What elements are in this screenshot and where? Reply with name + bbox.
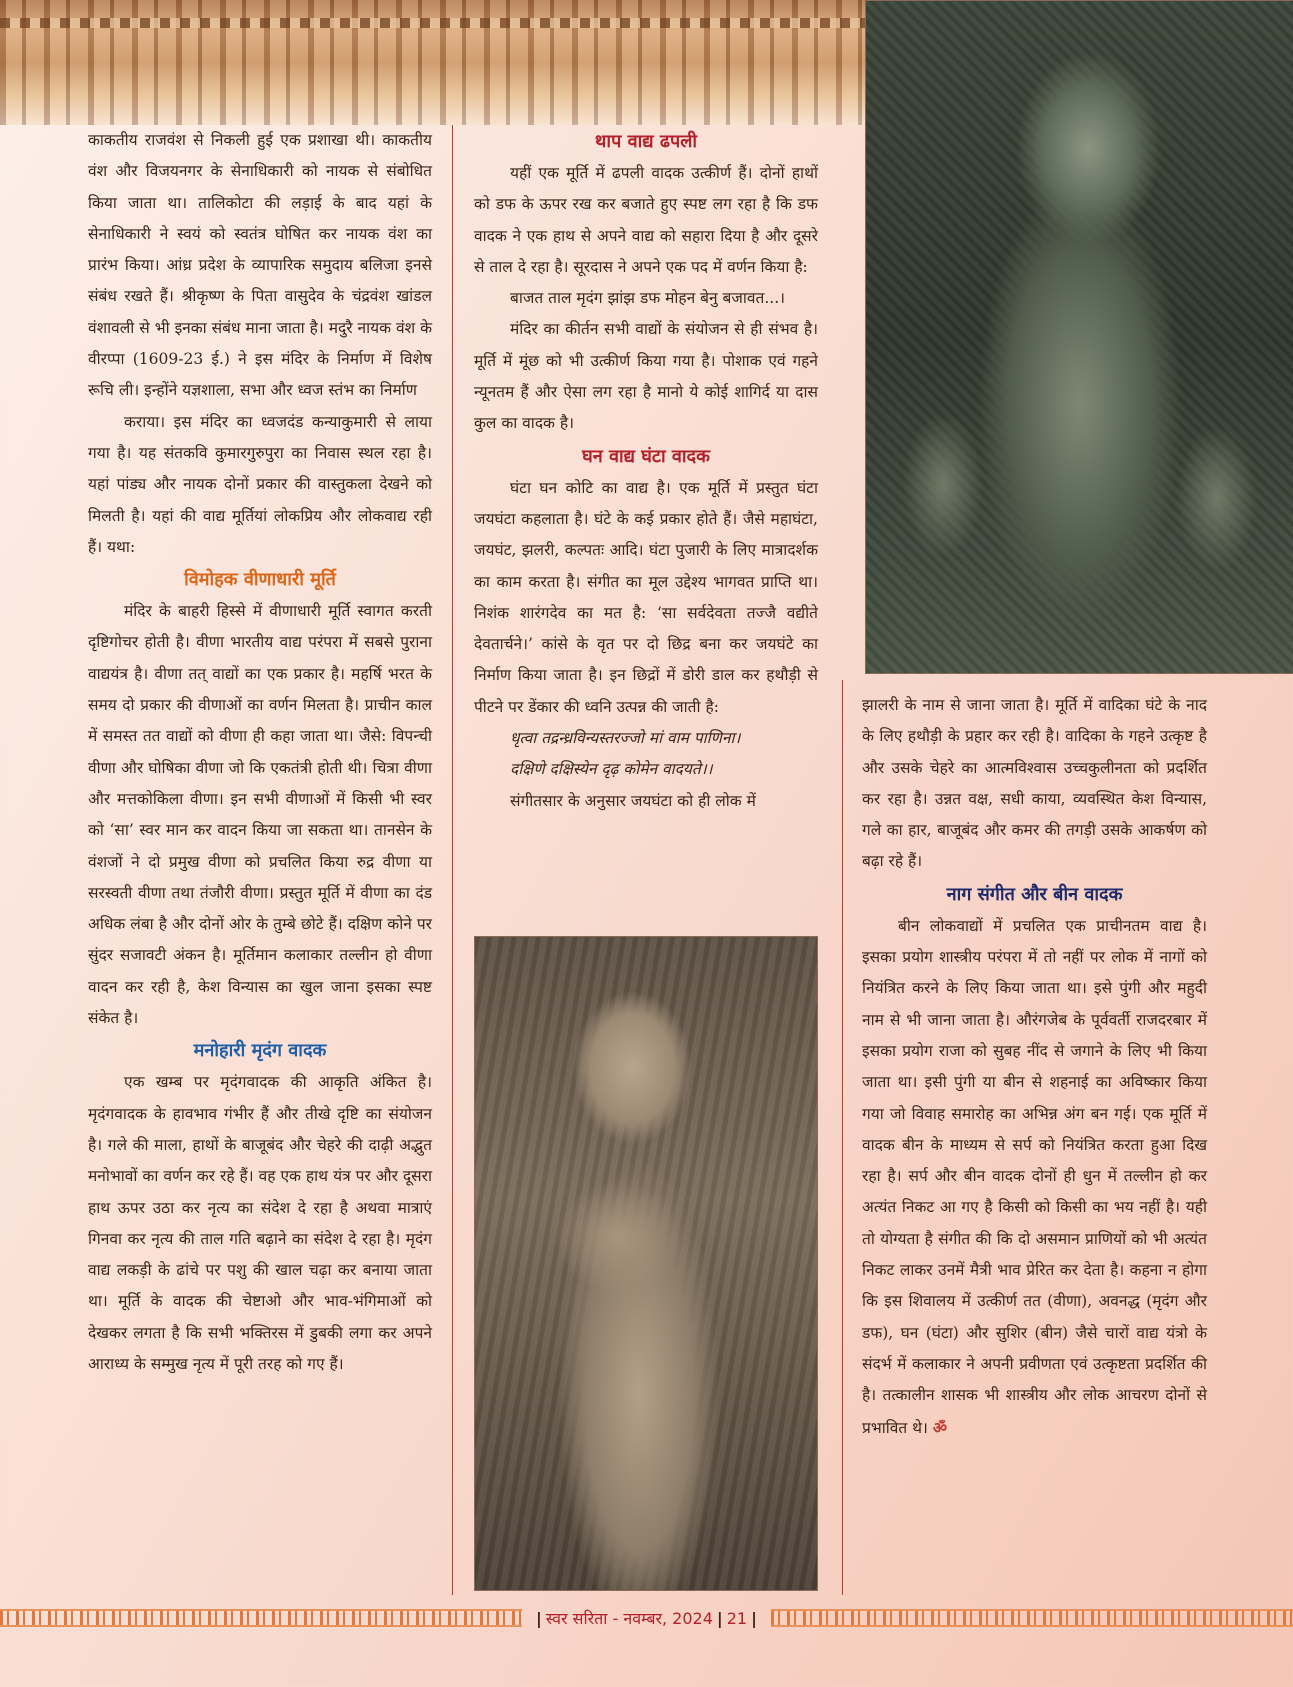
paragraph xyxy=(862,911,1207,1444)
column-left xyxy=(88,125,432,1380)
sanskrit-verse-line: धृत्वा तद्रन्ध्रविन्यस्तरज्जो मां वाम पाणिना। xyxy=(510,729,741,748)
paragraph: घंटा घन कोटि का वाद्य है। एक मूर्ति में प्रस्तुत घंटा जयघंटा कहलाता है। घंटे के कई प्रकार होते हैं। जैसे महाघंटा, जयघंट, झलरी, कल्पतः आदि। घंटा पुजारी के लिए मात्रादर्शक का काम करता है। संगीत का मूल उद्देश्य भागवत प्राप्ति था। निशंक शारंगदेव का मत है: ‘सा सर्वदेवता तज्जै वद्यीते देवतार्चने।’ कांसे के वृत पर दो छिद्र बना कर जयघंटे का निर्माण किया जाता है। इन छिद्रों में डोरी डाल कर हथौड़ी से पीटने पर डेंकार की ध्वनि उत्पन्न की जाती है: xyxy=(474,478,818,716)
section-heading: घन वाद्य घंटा वादक xyxy=(582,445,710,467)
paragraph: संगीतसार के अनुसार जयघंटा को ही लोक में xyxy=(510,791,756,810)
temple-frieze-image xyxy=(0,0,865,125)
column-divider xyxy=(452,125,453,1595)
verse-quote: बाजत ताल मृदंग झांझ डफ मोहन बेनु बजावत...। xyxy=(510,289,786,308)
footer-label: | स्वर सरिता - नवम्बर, 2024 | 21 | xyxy=(536,1609,757,1628)
daf-player-sculpture-photo xyxy=(474,936,818,1591)
paragraph: मंदिर के बाहरी हिस्से में वीणाधारी मूर्ति स्वागत करती दृष्टिगोचर होती है। वीणा भारतीय वाद्य परंपरा में सबसे पुराना वाद्ययंत्र है। वीणा तत् वाद्यों का एक प्रकार है। महर्षि भरत के समय दो प्रकार की वीणाओं का वर्णन मिलता है। प्राचीन काल में समस्त तत वाद्यों को वीणा ही कहा जाता था। जैसे: विपन्ची वीणा और घोषिका वीणा जो कि एकतंत्री होती थी। चित्रा वीणा और मत्तकोकिला वीणा। इन सभी वीणाओं में किसी भी स्वर को ‘सा’ स्वर मान कर वादन किया जा सकता था। तानसेन के वंशजों ने दो प्रमुख वीणा को प्रचलित किया रुद्र वीणा या सरस्वती वीणा तथा तंजौरी वीणा। प्रस्तुत मूर्ति में वीणा का दंड अधिक लंबा है और दोनों ओर के तुम्बे छोटे हैं। दक्षिण कोने पर सुंदर सजावटी अंकन है। मूर्तिमान कलाकार तल्लीन हो वीणा वादन कर रही है, केश विन्यास का खुल जाना इसका स्पष्ट संकेत है। xyxy=(88,602,432,1028)
veena-player-sculpture-photo xyxy=(865,0,1293,674)
section-heading: थाप वाद्य ढपली xyxy=(594,131,698,152)
section-heading: नाग संगीत और बीन वादक xyxy=(946,883,1123,905)
decorative-border xyxy=(771,1609,1293,1627)
section-heading: विमोहक वीणाधारी मूर्ति xyxy=(184,569,336,591)
paragraph: एक खम्ब पर मृदंगवादक की आकृति अंकित है। मृदंगवादक के हावभाव गंभीर हैं और तीखे दृष्टि का संयोजन है। गले की माला, हाथों के बाजूबंद और चेहरे की दाढ़ी अद्भुत मनोभावों का वर्णन कर रहे हैं। वह एक हाथ यंत्र पर और दूसरा हाथ ऊपर उठा कर नृत्य का संदेश दे रहा है अथवा मात्राएं गिनवा कर नृत्य की ताल गति बढ़ाने का संदेश दे रहा है। मृदंग वाद्य लकड़ी के ढांचे पर पशु की खाल चढ़ा कर बनाया जाता था। मूर्ति के वादक की चेष्टाओ और भाव-भंगिमाओं को देखकर लगता है कि सभी भक्तिरस में डुबकी लगा कर अपने आराध्य के सम्मुख नृत्य में पूरी तरह को गए हैं। xyxy=(88,1073,432,1373)
paragraph-text: बीन लोकवाद्यों में प्रचलित एक प्राचीनतम वाद्य है। इसका प्रयोग शास्त्रीय परंपरा में तो नहीं पर लोक में नागों को नियंत्रित करने के लिए किया जाता था। इसे पुंगी और महुदी नाम से भी जाना जाता है। औरंगजेब के पूर्ववर्ती राजदरबार में इसका प्रयोग राजा को सुबह नींद से जगाने के लिए भी किया जाता था। इसी पुंगी या बीन से शहनाई का अविष्कार किया गया जो विवाह समारोह का अभिन्न अंग बन गई। एक मूर्ति में वादक बीन के माध्यम से सर्प को नियंत्रित करता हुआ दिख रहा है। सर्प और बीन वादक दोनों ही धुन में तल्लीन हो कर अत्यंत निकट आ गए है किसी को किसी का भय नहीं है। यही तो योग्यता है संगीत की कि दो असमान प्राणियों को भी अत्यंत निकट लाकर उनमें मैत्री भाव प्रेरित कर देता है। कहना न होगा कि इस शिवालय में उत्कीर्ण तत (वीणा), अवनद्ध (मृदंग और डफ), घन (घंटा) और सुशिर (बीन) जैसे चारों वाद्य यंत्रो के संदर्भ में कलाकार ने अपनी प्रवीणता एवं उत्कृष्टता प्रदर्शित की है। तत्कालीन शासक भी शास्त्रीय और लोक आचरण दोनों से प्रभावित थे। xyxy=(862,916,1207,1437)
sanskrit-verse-line: दक्षिणे दक्षिस्येन दृढ़ कोमेन वादयते।। xyxy=(510,760,713,779)
column-divider xyxy=(842,680,843,1595)
column-middle xyxy=(474,125,818,817)
paragraph: काकतीय राजवंश से निकली हुई एक प्रशाखा थी। काकतीय वंश और विजयनगर के सेनाधिकारी को नायक से संबोधित किया जाता था। तालिकोटा की लड़ाई के बाद यहां के सेनाधिकारी ने स्वयं को स्वतंत्र घोषित कर नायक वंश का प्रारंभ किया। आंध्र प्रदेश के व्यापारिक समुदाय बलिजा इनसे संबंध रखते हैं। श्रीकृष्ण के पिता वासुदेव के चंद्रवंश खांडल वंशावली से भी इनका संबंध माना जाता है। मदुरै नायक वंश के वीरप्पा (1609-23 ई.) ने इस मंदिर के निर्माण में विशेष रूचि ली। इन्होंने यज्ञशाला, सभा और ध्वज स्तंभ का निर्माण xyxy=(88,131,432,400)
paragraph: मंदिर का कीर्तन सभी वाद्यों के संयोजन से ही संभव है। मूर्ति में मूंछ को भी उत्कीर्ण किया गया है। पोशाक एवं गहने न्यूनतम हैं और ऐसा लग रहा है मानो ये कोई शागिर्द या दास कुल का वादक है। xyxy=(474,320,818,433)
paragraph: यहीं एक मूर्ति में ढपली वादक उत्कीर्ण हैं। दोनों हाथों को डफ के ऊपर रख कर बजाते हुए स्पष्ट लग रहा है कि डफ वादक ने एक हाथ से अपने वाद्य को सहारा दिया है और दूसरे से ताल दे रहा है। सूरदास ने अपने एक पद में वर्णन किया है: xyxy=(474,164,818,276)
page-number: 21 xyxy=(726,1609,748,1628)
end-mark-icon: ॐ xyxy=(932,1417,947,1437)
magazine-name: स्वर सरिता - नवम्बर, 2024 xyxy=(545,1609,713,1628)
section-heading: मनोहारी मृदंग वादक xyxy=(193,1040,327,1062)
page-footer xyxy=(0,1603,1293,1633)
paragraph: कराया। इस मंदिर का ध्वजदंड कन्याकुमारी से लाया गया है। यह संतकवि कुमारगुरुपुरा का निवास स्थल रहा है। यहां पांड्य और नायक दोनों प्रकार की वास्तुकला देखने को मिलती है। यहां की वाद्य मूर्तियां लोकप्रिय और लोकवाद्य रही हैं। यथा: xyxy=(88,412,432,556)
decorative-border xyxy=(0,1609,522,1627)
column-right xyxy=(862,690,1207,1444)
paragraph: झालरी के नाम से जाना जाता है। मूर्ति में वादिका घंटे के नाद के लिए हथौड़ी के प्रहार कर रही है। वादिका के गहने उत्कृष्ट है और उसके चेहरे का आत्मविश्वास उच्चकुलीनता को प्रदर्शित कर रहा है। उन्नत वक्ष, सधी काया, व्यवस्थित केश विन्यास, गले का हार, बाजूबंद और कमर की तगड़ी उसके आकर्षण को बढ़ा रहे हैं। xyxy=(862,696,1207,871)
